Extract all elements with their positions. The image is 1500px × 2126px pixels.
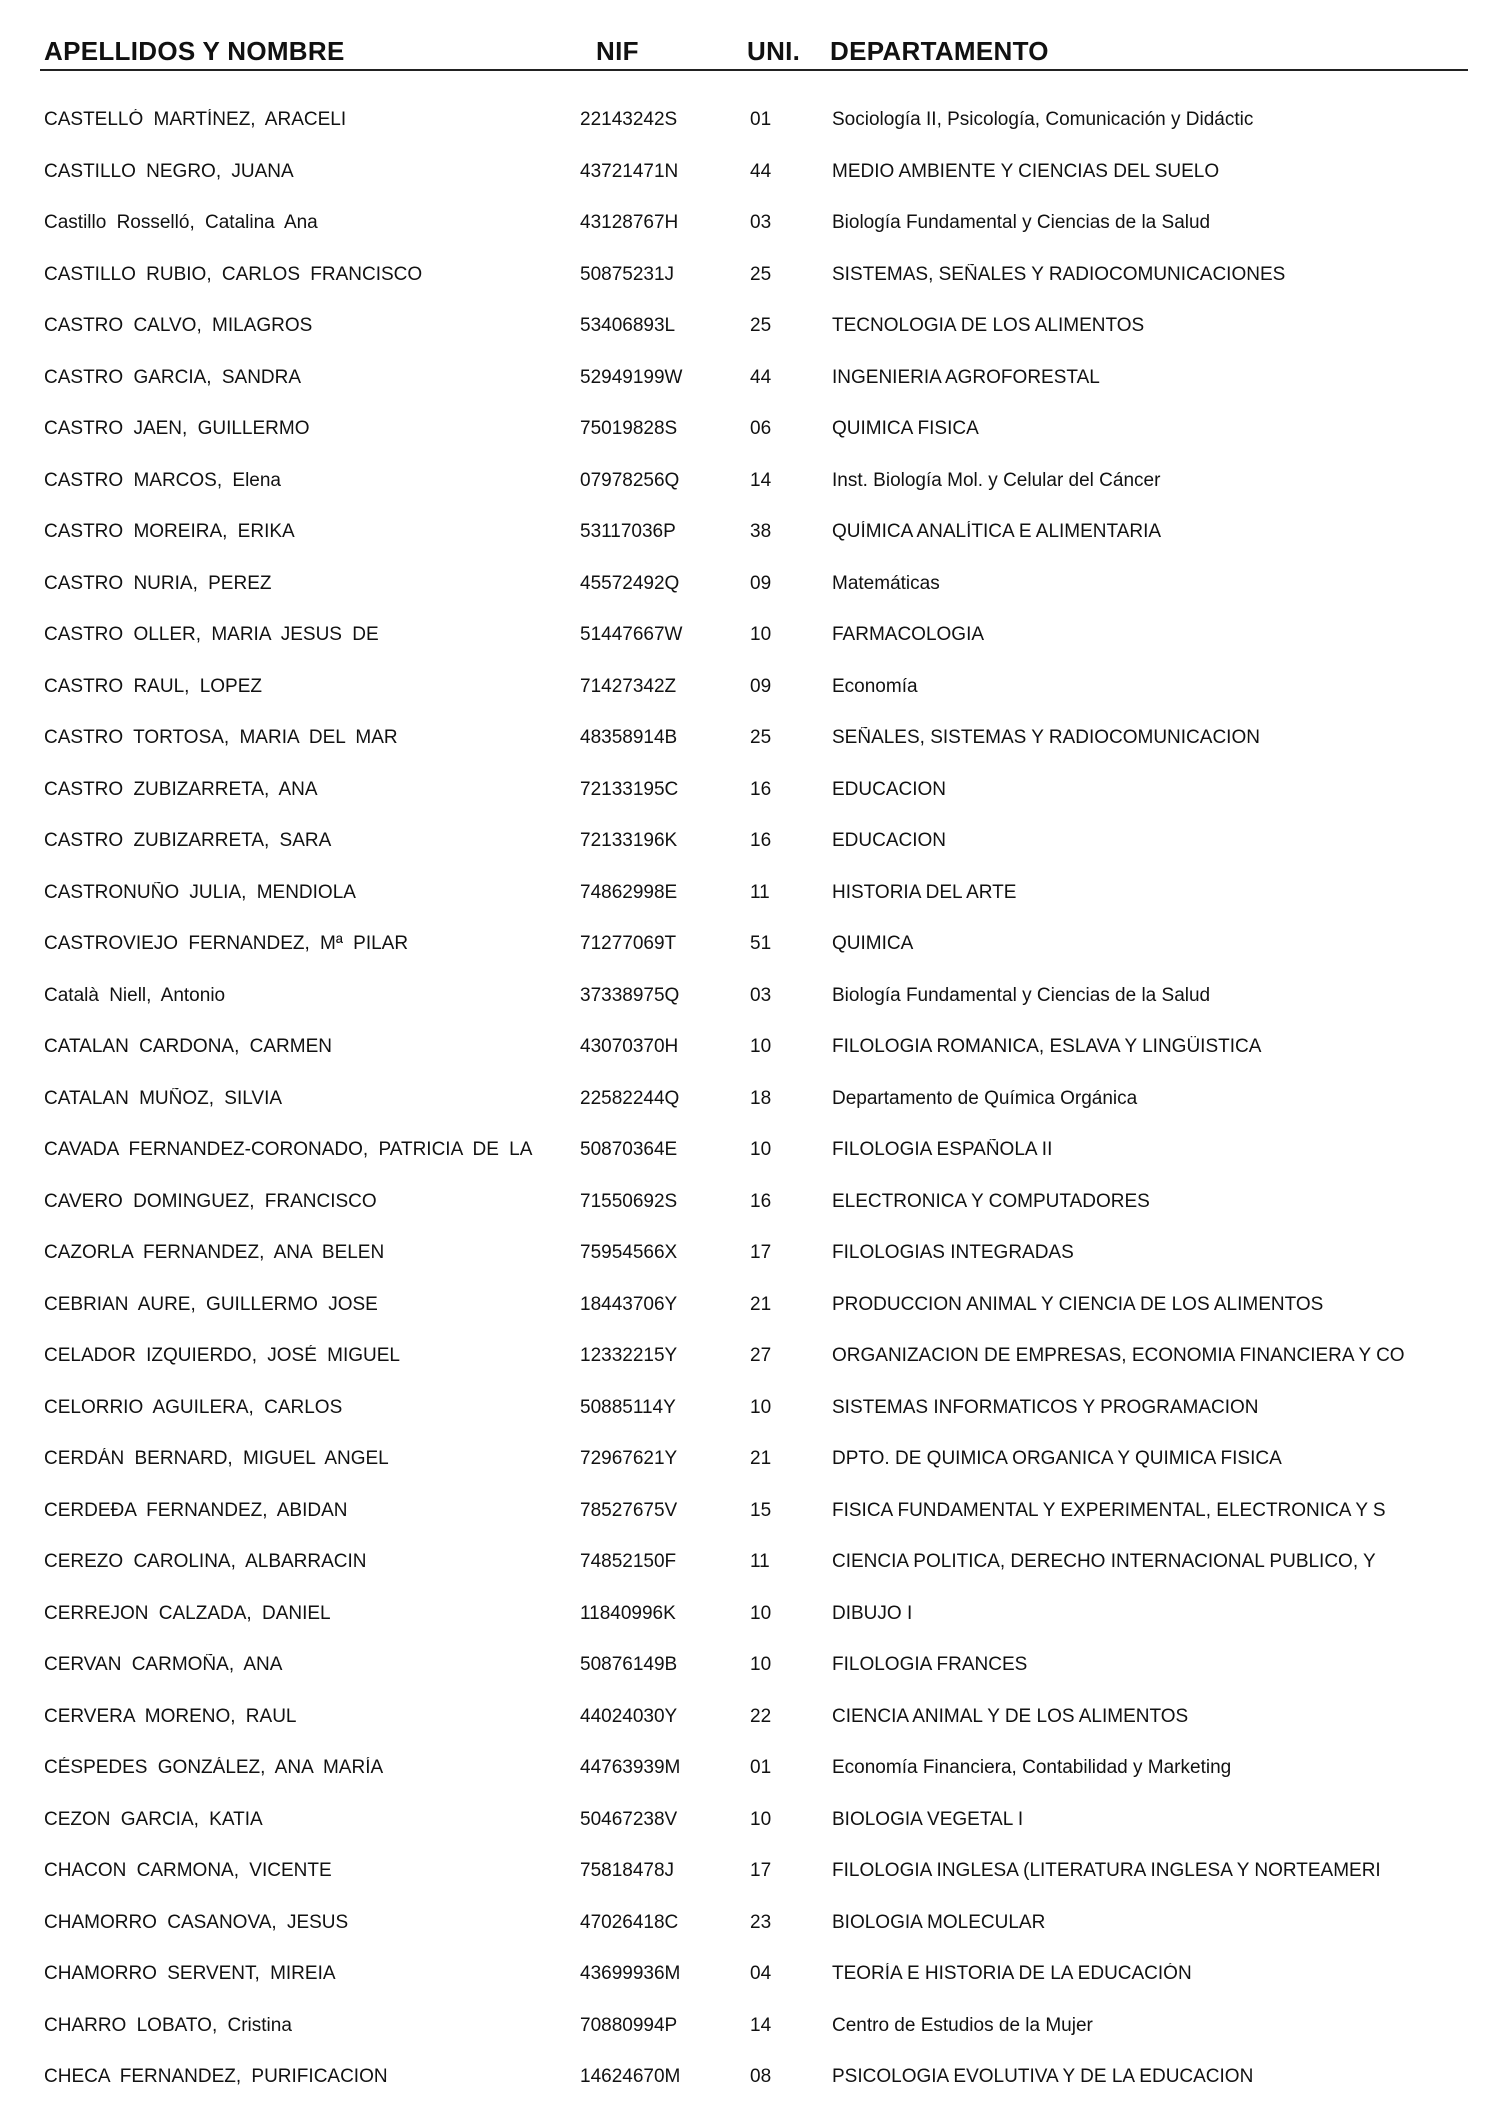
uni-code: 09 [750, 572, 772, 594]
header-uni: UNI. [747, 36, 801, 66]
header-nif: NIF [596, 36, 639, 66]
uni-code: 10 [750, 1602, 772, 1624]
nif-value: 18443706Y [580, 1293, 678, 1315]
uni-code: 16 [750, 778, 772, 800]
department-name: MEDIO AMBIENTE Y CIENCIAS DEL SUELO [832, 160, 1220, 182]
nif-value: 75019828S [580, 418, 678, 439]
header-name: APELLIDOS Y NOMBRE [44, 36, 345, 66]
table-row [0, 204, 1500, 256]
department-name: FILOLOGIAS INTEGRADAS [832, 1242, 1074, 1263]
table-body [0, 101, 1500, 2110]
department-name: CIENCIA ANIMAL Y DE LOS ALIMENTOS [832, 1705, 1189, 1727]
uni-code: 10 [750, 1036, 772, 1057]
department-name: ELECTRONICA Y COMPUTADORES [832, 1190, 1150, 1212]
nif-value: 70880994P [580, 2014, 678, 2036]
header-divider [40, 69, 1468, 71]
table-row [0, 1904, 1500, 1956]
department-name: EDUCACION [832, 830, 947, 851]
nif-value: 50885114Y [580, 1396, 676, 1418]
department-name: DIBUJO I [832, 1602, 913, 1624]
uni-code: 10 [750, 1654, 772, 1675]
table-row [0, 1440, 1500, 1492]
department-name: FILOLOGIA ROMANICA, ESLAVA Y LINGÜISTICA [832, 1036, 1262, 1057]
table-row [0, 2007, 1500, 2059]
nif-value: 51447667W [580, 624, 683, 645]
nif-value: 71550692S [580, 1190, 678, 1212]
table-row [0, 153, 1500, 205]
nif-value: 72133196K [580, 830, 678, 851]
department-name: ORGANIZACION DE EMPRESAS, ECONOMIA FINANCIERA Y CO [832, 1345, 1405, 1366]
uni-code: 51 [750, 933, 772, 954]
uni-code: 10 [750, 1808, 772, 1830]
uni-code: 25 [750, 263, 772, 285]
person-name: CASTILLO RUBIO, CARLOS FRANCISCO [44, 263, 423, 285]
nif-value: 47026418C [580, 1911, 679, 1933]
nif-value: 74852150F [580, 1551, 677, 1572]
person-name: CAVERO DOMINGUEZ, FRANCISCO [44, 1190, 377, 1212]
person-name: CEZON GARCIA, KATIA [44, 1808, 263, 1830]
person-name: CATALAN MUÑOZ, SILVIA [44, 1087, 283, 1109]
uni-code: 03 [750, 212, 772, 233]
table-row [0, 616, 1500, 668]
person-name: CELORRIO AGUILERA, CARLOS [44, 1396, 343, 1418]
person-name: CERDEÐA FERNANDEZ, ABIDAN [44, 1499, 348, 1521]
table-row [0, 1337, 1500, 1389]
uni-code: 01 [750, 1757, 772, 1778]
nif-value: 43699936M [580, 1963, 681, 1984]
person-name: CELADOR IZQUIERDO, JOSÉ MIGUEL [44, 1345, 400, 1366]
table-row [0, 977, 1500, 1029]
uni-code: 44 [750, 160, 772, 182]
nif-value: 44024030Y [580, 1705, 678, 1727]
nif-value: 12332215Y [580, 1345, 678, 1366]
table-row [0, 1492, 1500, 1544]
uni-code: 16 [750, 830, 772, 851]
nif-value: 71427342Z [580, 675, 677, 697]
department-name: Economía Financiera, Contabilidad y Marketing [832, 1757, 1232, 1778]
department-name: BIOLOGIA VEGETAL I [832, 1808, 1024, 1830]
uni-code: 14 [750, 469, 772, 491]
department-name: EDUCACION [832, 778, 947, 800]
table-row [0, 513, 1500, 565]
uni-code: 16 [750, 1190, 772, 1212]
person-name: CASTRO CALVO, MILAGROS [44, 315, 313, 336]
department-name: FILOLOGIA ESPAÑOLA II [832, 1139, 1053, 1160]
nif-value: 22143242S [580, 109, 678, 130]
nif-value: 72967621Y [580, 1448, 678, 1469]
department-name: QUIMICA [832, 933, 914, 954]
department-name: Sociología II, Psicología, Comunicación y Didáctic [832, 109, 1254, 130]
nif-value: 75954566X [580, 1242, 678, 1263]
uni-code: 18 [750, 1087, 772, 1109]
person-name: CERVAN CARMOÑA, ANA [44, 1654, 283, 1675]
table-row [0, 719, 1500, 771]
uni-code: 23 [750, 1911, 772, 1933]
header-department: DEPARTAMENTO [830, 36, 1049, 66]
nif-value: 11840996K [580, 1602, 676, 1624]
table-row [0, 410, 1500, 462]
department-name: SISTEMAS INFORMATICOS Y PROGRAMACION [832, 1396, 1259, 1418]
person-name: CHAMORRO SERVENT, MIREIA [44, 1963, 336, 1984]
nif-value: 72133195C [580, 778, 679, 800]
table-row [0, 771, 1500, 823]
department-name: Biología Fundamental y Ciencias de la Salud [832, 984, 1211, 1006]
nif-value: 53117036P [580, 521, 676, 542]
nif-value: 22582244Q [580, 1087, 680, 1109]
nif-value: 07978256Q [580, 469, 680, 491]
person-name: CASTROVIEJO FERNANDEZ, Mª PILAR [44, 933, 409, 954]
nif-value: 44763939M [580, 1757, 681, 1778]
table-row [0, 1234, 1500, 1286]
table-row [0, 1028, 1500, 1080]
person-name: CASTRO JAEN, GUILLERMO [44, 418, 310, 439]
person-name: CASTRO MOREIRA, ERIKA [44, 521, 295, 542]
uni-code: 21 [750, 1448, 772, 1469]
table-header [0, 30, 1500, 74]
person-name: CAVADA FERNANDEZ-CORONADO, PATRICIA DE LA [44, 1139, 533, 1160]
department-name: INGENIERIA AGROFORESTAL [832, 366, 1100, 388]
department-name: SEÑALES, SISTEMAS Y RADIOCOMUNICACION [832, 727, 1260, 748]
person-name: CERVERA MORENO, RAUL [44, 1705, 297, 1727]
uni-code: 15 [750, 1499, 772, 1521]
table-row [0, 1749, 1500, 1801]
nif-value: 53406893L [580, 315, 676, 336]
nif-value: 14624670M [580, 2066, 681, 2087]
table-row [0, 1389, 1500, 1441]
person-name: CASTRO MARCOS, Elena [44, 469, 281, 491]
uni-code: 01 [750, 109, 772, 130]
uni-code: 17 [750, 1860, 772, 1881]
uni-code: 14 [750, 2014, 772, 2036]
uni-code: 44 [750, 366, 772, 388]
department-name: CIENCIA POLITICA, DERECHO INTERNACIONAL PUBLICO, Y [832, 1551, 1376, 1572]
person-name: CHECA FERNANDEZ, PURIFICACION [44, 2066, 388, 2087]
person-name: CASTRO GARCIA, SANDRA [44, 366, 302, 388]
uni-code: 38 [750, 521, 772, 542]
nif-value: 45572492Q [580, 572, 680, 594]
nif-value: 75818478J [580, 1860, 675, 1881]
person-name: Català Niell, Antonio [44, 984, 226, 1006]
table-row [0, 925, 1500, 977]
person-name: CASTRO RAUL, LOPEZ [44, 675, 262, 697]
person-name: CASTRO ZUBIZARRETA, SARA [44, 830, 332, 851]
department-name: QUÍMICA ANALÍTICA E ALIMENTARIA [832, 521, 1162, 542]
person-name: CEBRIAN AURE, GUILLERMO JOSE [44, 1293, 378, 1315]
uni-code: 10 [750, 1396, 772, 1418]
table-row [0, 359, 1500, 411]
uni-code: 03 [750, 984, 772, 1006]
uni-code: 06 [750, 418, 772, 439]
nif-value: 78527675V [580, 1499, 678, 1521]
table-row [0, 1646, 1500, 1698]
uni-code: 25 [750, 727, 772, 748]
department-name: Biología Fundamental y Ciencias de la Salud [832, 212, 1211, 233]
department-name: PRODUCCION ANIMAL Y CIENCIA DE LOS ALIMENTOS [832, 1293, 1324, 1315]
table-row [0, 1286, 1500, 1338]
department-name: Centro de Estudios de la Mujer [832, 2014, 1093, 2036]
table-row [0, 1852, 1500, 1904]
table-row [0, 2058, 1500, 2110]
table-row [0, 1080, 1500, 1132]
person-name: CASTELLÓ MARTÍNEZ, ARACELI [44, 109, 347, 130]
nif-value: 43070370H [580, 1036, 679, 1057]
person-name: CEREZO CAROLINA, ALBARRACIN [44, 1551, 367, 1572]
uni-code: 10 [750, 1139, 772, 1160]
nif-value: 50467238V [580, 1808, 678, 1830]
uni-code: 11 [750, 881, 770, 903]
department-name: FILOLOGIA FRANCES [832, 1654, 1028, 1675]
nif-value: 48358914B [580, 727, 678, 748]
person-name: CASTILLO NEGRO, JUANA [44, 160, 294, 182]
department-name: HISTORIA DEL ARTE [832, 881, 1017, 903]
nif-value: 43128767H [580, 212, 679, 233]
nif-value: 50875231J [580, 263, 675, 285]
table-row [0, 668, 1500, 720]
table-row [0, 874, 1500, 926]
department-name: TEORÍA E HISTORIA DE LA EDUCACIÓN [832, 1963, 1192, 1984]
table-row [0, 1698, 1500, 1750]
uni-code: 17 [750, 1242, 772, 1263]
person-name: CASTRONUÑO JULIA, MENDIOLA [44, 881, 356, 903]
table-row [0, 1801, 1500, 1853]
department-name: BIOLOGIA MOLECULAR [832, 1911, 1046, 1933]
department-name: Matemáticas [832, 572, 940, 594]
department-name: Departamento de Química Orgánica [832, 1087, 1138, 1109]
person-name: CERREJON CALZADA, DANIEL [44, 1602, 331, 1624]
table-row [0, 256, 1500, 308]
person-name: CHACON CARMONA, VICENTE [44, 1860, 332, 1881]
person-name: CAZORLA FERNANDEZ, ANA BELEN [44, 1242, 385, 1263]
table-row [0, 307, 1500, 359]
table-row [0, 101, 1500, 153]
person-name: CÉSPEDES GONZÁLEZ, ANA MARÍA [44, 1757, 384, 1778]
department-name: DPTO. DE QUIMICA ORGANICA Y QUIMICA FISICA [832, 1448, 1282, 1469]
person-name: CASTRO OLLER, MARIA JESUS DE [44, 624, 379, 645]
nif-value: 37338975Q [580, 984, 680, 1006]
person-name: CHAMORRO CASANOVA, JESUS [44, 1911, 349, 1933]
table-row [0, 462, 1500, 514]
uni-code: 22 [750, 1705, 772, 1727]
table-row [0, 1131, 1500, 1183]
uni-code: 11 [750, 1551, 770, 1572]
uni-code: 21 [750, 1293, 772, 1315]
uni-code: 04 [750, 1963, 772, 1984]
person-name: CERDÁN BERNARD, MIGUEL ANGEL [44, 1448, 389, 1469]
person-name: CHARRO LOBATO, Cristina [44, 2014, 292, 2036]
table-row [0, 1543, 1500, 1595]
uni-code: 08 [750, 2066, 772, 2087]
uni-code: 27 [750, 1345, 772, 1366]
department-name: TECNOLOGIA DE LOS ALIMENTOS [832, 315, 1145, 336]
department-name: Economía [832, 675, 918, 697]
department-name: SISTEMAS, SEÑALES Y RADIOCOMUNICACIONES [832, 263, 1286, 285]
uni-code: 25 [750, 315, 772, 336]
table-row [0, 1955, 1500, 2007]
person-name: Castillo Rosselló, Catalina Ana [44, 212, 318, 233]
nif-value: 50876149B [580, 1654, 678, 1675]
person-name: CASTRO TORTOSA, MARIA DEL MAR [44, 727, 398, 748]
department-name: FILOLOGIA INGLESA (LITERATURA INGLESA Y NORTEAMERI [832, 1860, 1381, 1881]
nif-value: 74862998E [580, 881, 678, 903]
department-name: FARMACOLOGIA [832, 624, 985, 645]
nif-value: 43721471N [580, 160, 679, 182]
nif-value: 52949199W [580, 366, 683, 388]
table-row [0, 1595, 1500, 1647]
nif-value: 50870364E [580, 1139, 678, 1160]
table-row [0, 565, 1500, 617]
uni-code: 09 [750, 675, 772, 697]
person-name: CASTRO NURIA, PEREZ [44, 572, 272, 594]
person-name: CASTRO ZUBIZARRETA, ANA [44, 778, 318, 800]
uni-code: 10 [750, 624, 772, 645]
department-name: FISICA FUNDAMENTAL Y EXPERIMENTAL, ELECTRONICA Y S [832, 1499, 1386, 1521]
department-name: QUIMICA FISICA [832, 418, 979, 439]
table-row [0, 822, 1500, 874]
person-name: CATALAN CARDONA, CARMEN [44, 1036, 332, 1057]
nif-value: 71277069T [580, 933, 677, 954]
department-name: Inst. Biología Mol. y Celular del Cáncer [832, 469, 1161, 491]
table-row [0, 1183, 1500, 1235]
department-name: PSICOLOGIA EVOLUTIVA Y DE LA EDUCACION [832, 2066, 1254, 2087]
